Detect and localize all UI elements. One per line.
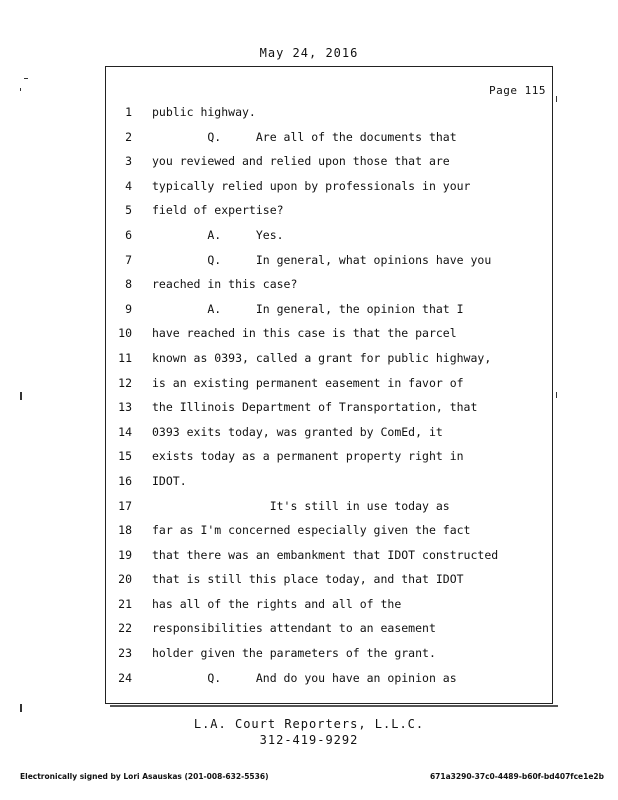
transcript-line [110,444,550,469]
line-text: Q. Are all of the documents that [152,129,457,144]
line-text: responsibilities attendant to an easement [152,621,436,636]
line-text: known as 0393, called a grant for public highway, [152,350,492,365]
transcript-line [110,346,550,371]
line-number: 22 [118,621,132,636]
line-text: Q. And do you have an opinion as [152,670,457,685]
transcript-line [110,543,550,568]
scan-speck [20,392,22,400]
line-text: have reached in this case is that the parcel [152,326,457,341]
transcript-line [110,248,550,273]
footer-firm-name: L.A. Court Reporters, L.L.C. [193,717,425,731]
transcript-line [110,149,550,174]
line-number: 7 [125,252,132,267]
line-number: 21 [118,596,132,611]
page-number: Page 115 [489,84,546,97]
line-number: 19 [118,547,132,562]
line-text: holder given the parameters of the grant. [152,646,436,661]
scan-speck [20,88,21,91]
transcript-line [110,371,550,396]
frame-shadow [110,705,558,707]
line-text: is an existing permanent easement in favor of [152,375,464,390]
transcript-line [110,469,550,494]
line-number: 13 [118,400,132,415]
line-text: A. Yes. [152,227,284,242]
transcript-line [110,494,550,519]
line-number: 14 [118,424,132,439]
scan-speck [24,78,28,79]
line-text: field of expertise? [152,203,284,218]
line-text: typically relied upon by professionals in your [152,178,471,193]
transcript-line [110,223,550,248]
line-text: you reviewed and relied upon those that are [152,154,450,169]
line-text: has all of the rights and all of the [152,596,402,611]
transcript-line [110,174,550,199]
transcript-line [110,518,550,543]
line-number: 8 [125,277,132,292]
line-number: 5 [125,203,132,218]
line-text: IDOT. [152,473,187,488]
line-number: 23 [118,646,132,661]
line-text: public highway. [152,105,256,119]
line-text: Q. In general, what opinions have you [152,252,492,267]
header-date: May 24, 2016 [259,46,359,60]
line-text: the Illinois Department of Transportation, that [152,400,478,415]
transcript-line [110,420,550,445]
line-number: 9 [125,301,132,316]
transcript-line [110,321,550,346]
transcript-line [110,100,550,125]
transcript-line [110,125,550,150]
line-text: A. In general, the opinion that I [152,301,464,316]
line-number: 2 [125,129,132,144]
line-number: 6 [125,227,132,242]
line-number: 1 [125,105,132,119]
line-number: 11 [118,350,132,365]
line-number: 3 [125,154,132,169]
line-text: exists today as a permanent property right in [152,449,464,464]
transcript-line [110,641,550,666]
line-text: that there was an embankment that IDOT constructed [152,547,499,562]
line-text: reached in this case? [152,277,298,292]
line-number: 24 [118,670,132,685]
line-number: 4 [125,178,132,193]
transcript-line [110,198,550,223]
electronic-signature-note: Electronically signed by Lori Asauskas (201-008-632-5536) [20,772,269,781]
transcript-line [110,272,550,297]
transcript-line [110,666,550,691]
footer-phone: 312-419-9292 [259,733,359,747]
scan-speck [20,704,22,712]
line-text: that is still this place today, and that IDOT [152,572,464,587]
line-number: 16 [118,473,132,488]
transcript-lines [110,100,550,690]
line-number: 15 [118,449,132,464]
line-number: 10 [118,326,132,341]
line-text: It's still in use today as [152,498,450,513]
line-number: 12 [118,375,132,390]
transcript-line [110,395,550,420]
line-number: 17 [118,498,132,513]
scan-speck [556,392,557,398]
line-text: far as I'm concerned especially given the fact [152,523,471,538]
scan-speck [556,96,557,102]
line-number: 20 [118,572,132,587]
transcript-line [110,297,550,322]
transcript-line [110,592,550,617]
line-text: 0393 exits today, was granted by ComEd, it [152,424,443,439]
document-hash: 671a3290-37c0-4489-b60f-bd407fce1e2b [429,772,604,781]
transcript-line [110,567,550,592]
line-number: 18 [118,523,132,538]
transcript-line [110,616,550,641]
